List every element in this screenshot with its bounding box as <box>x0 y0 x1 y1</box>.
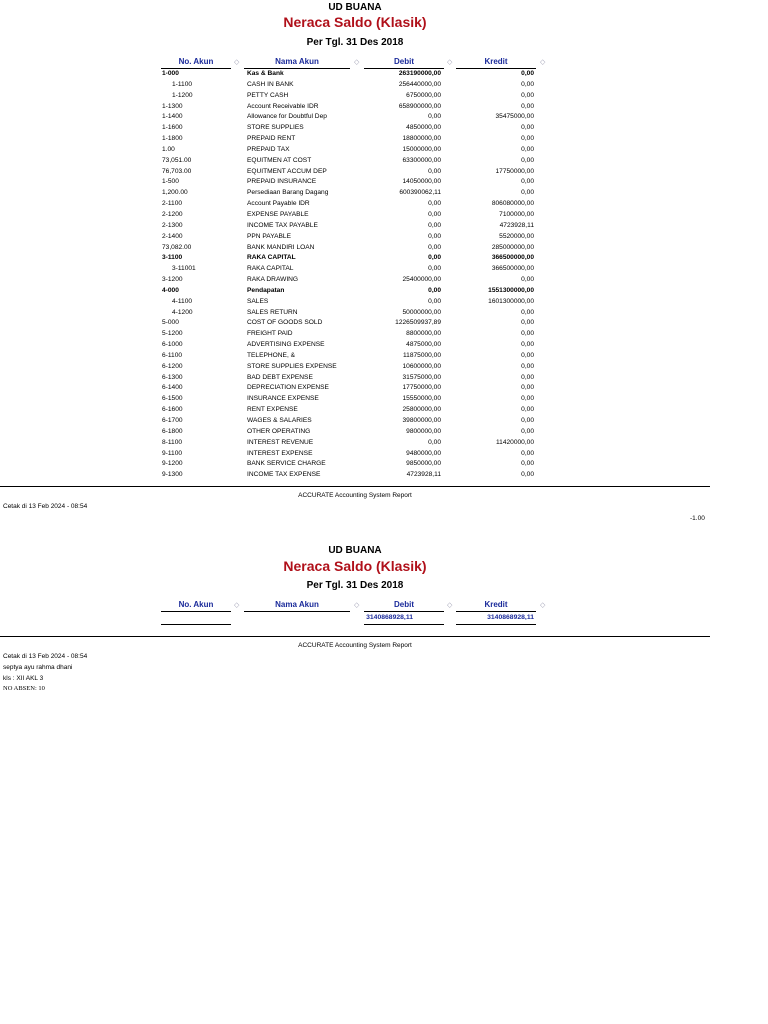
account-number: 6-1200 <box>162 362 183 370</box>
debit-value: 39800000,00 <box>402 417 441 424</box>
debit-value: 9800000,00 <box>406 427 441 435</box>
table-row[interactable] <box>0 297 768 308</box>
debit-value: 25800000,00 <box>402 406 441 414</box>
kredit-value: 0,00 <box>521 460 534 468</box>
kredit-value: 1601300000,00 <box>488 297 534 305</box>
account-number: 8-1100 <box>162 438 183 446</box>
kredit-value: 0,00 <box>521 178 534 186</box>
table-row[interactable] <box>0 470 768 481</box>
sort-diamond-icon[interactable]: ◇ <box>540 602 546 609</box>
table-row[interactable] <box>0 275 768 286</box>
debit-value: 50000000,00 <box>402 308 441 316</box>
table-row[interactable] <box>0 91 768 102</box>
account-name: DEPRECIATION EXPENSE <box>247 384 329 392</box>
print-timestamp: Cetak di 13 Feb 2024 - 08:54 <box>3 503 88 510</box>
account-name: PETTY CASH <box>247 91 289 99</box>
kredit-value: 366500000,00 <box>491 265 534 273</box>
account-name: PREPAID TAX <box>247 145 290 153</box>
table-row[interactable] <box>0 156 768 167</box>
account-number: 73,051.00 <box>162 156 192 164</box>
table-row[interactable] <box>0 102 768 113</box>
account-number: 6-1400 <box>162 384 183 392</box>
kredit-value: 0,00 <box>521 406 534 414</box>
account-number: 1-500 <box>162 178 179 186</box>
table-row[interactable] <box>0 394 768 405</box>
account-number: 76,703.00 <box>162 167 192 175</box>
table-row[interactable] <box>0 449 768 460</box>
account-number: 2-1200 <box>162 210 183 218</box>
account-number: 6-1500 <box>162 395 183 403</box>
sort-diamond-icon[interactable]: ◇ <box>234 602 240 609</box>
account-number: 1-1300 <box>162 102 183 110</box>
account-number: 6-1700 <box>162 417 183 424</box>
kredit-value: 0,00 <box>521 135 534 143</box>
kredit-value: 0,00 <box>521 189 534 197</box>
account-number: 73,082.00 <box>162 243 192 251</box>
kredit-value: 0,00 <box>521 102 534 110</box>
table-row[interactable] <box>0 264 768 275</box>
account-name: Kas & Bank <box>247 70 284 77</box>
debit-value: 25400000,00 <box>402 276 441 284</box>
kredit-value: 17750000,00 <box>495 167 534 175</box>
debit-value: 1226509937,89 <box>395 319 441 327</box>
account-number: 4-000 <box>162 286 179 294</box>
account-name: BAD DEBT EXPENSE <box>247 373 313 381</box>
kredit-value: 0,00 <box>521 351 534 359</box>
debit-value: 10600000,00 <box>402 362 441 370</box>
debit-value: 0,00 <box>428 243 441 251</box>
debit-value: 4875000,00 <box>406 341 441 349</box>
page-number: -1.00 <box>690 515 705 522</box>
debit-value: 6750000,00 <box>406 91 441 99</box>
kredit-value: 0,00 <box>521 395 534 403</box>
table-row[interactable] <box>0 427 768 438</box>
table-row[interactable] <box>0 383 768 394</box>
page-divider <box>0 636 710 637</box>
totals-underline <box>364 624 444 625</box>
account-number: 9-1200 <box>162 460 183 468</box>
table-row[interactable] <box>0 112 768 123</box>
account-name: ADVERTISING EXPENSE <box>247 341 325 349</box>
report-period: Per Tgl. 31 Des 2018 <box>306 37 404 48</box>
account-name: PREPAID INSURANCE <box>247 178 317 186</box>
debit-value: 9480000,00 <box>406 449 441 457</box>
column-header-kredit[interactable]: Kredit <box>456 600 536 612</box>
kredit-value: 7100000,00 <box>499 210 534 218</box>
table-row[interactable] <box>0 80 768 91</box>
debit-value: 63300000,00 <box>402 156 441 164</box>
account-number: 1-1800 <box>162 135 183 143</box>
debit-value: 0,00 <box>428 221 441 229</box>
account-number: 1-000 <box>162 70 179 77</box>
debit-value: 11875000,00 <box>402 351 441 359</box>
table-row[interactable] <box>0 362 768 373</box>
account-number: 1,200.00 <box>162 189 188 197</box>
account-name: INCOME TAX PAYABLE <box>247 221 318 229</box>
kredit-value: 0,00 <box>521 124 534 132</box>
account-name: EQUITMENT ACCUM DEP <box>247 167 327 175</box>
debit-value: 0,00 <box>428 265 441 273</box>
account-number: 6-1300 <box>162 373 183 381</box>
account-name: Allowance for Doubtful Dep <box>247 113 327 121</box>
account-number: 1-1400 <box>162 113 183 121</box>
column-header-debit[interactable]: Debit <box>364 57 444 69</box>
kredit-value: 0,00 <box>521 145 534 153</box>
sort-diamond-icon[interactable]: ◇ <box>447 602 453 609</box>
account-number: 5-000 <box>162 319 179 327</box>
table-row[interactable] <box>0 177 768 188</box>
account-number: 1-1600 <box>162 124 183 132</box>
table-row[interactable] <box>0 243 768 254</box>
account-name: INTEREST REVENUE <box>247 438 314 446</box>
table-row[interactable] <box>0 373 768 384</box>
table-row[interactable] <box>0 123 768 134</box>
account-number: 3-1200 <box>162 276 183 284</box>
debit-value: 4723928,11 <box>406 471 441 479</box>
debit-value: 256440000,00 <box>398 80 441 88</box>
kredit-value: 366500000,00 <box>491 254 534 262</box>
kredit-value: 0,00 <box>521 449 534 457</box>
kredit-value: 0,00 <box>521 373 534 381</box>
table-row[interactable] <box>0 134 768 145</box>
kredit-value: 4723928,11 <box>499 221 534 229</box>
account-number: 2-1400 <box>162 232 183 240</box>
report-footer: ACCURATE Accounting System Report <box>298 492 412 499</box>
account-number: 9-1100 <box>162 449 183 457</box>
totals-underline <box>161 624 231 625</box>
kredit-value: 11420000,00 <box>495 438 534 446</box>
debit-value: 0,00 <box>428 210 441 218</box>
account-name: Persediaan Barang Dagang <box>247 189 329 197</box>
table-row[interactable] <box>0 253 768 264</box>
debit-value: 4850000,00 <box>406 124 441 132</box>
column-header-no-akun[interactable]: No. Akun <box>161 600 231 612</box>
account-name: WAGES & SALARIES <box>247 417 312 424</box>
account-name: RAKA CAPITAL <box>247 265 294 273</box>
account-number: 9-1300 <box>162 471 183 479</box>
sort-diamond-icon[interactable]: ◇ <box>234 59 240 66</box>
account-name: STORE SUPPLIES <box>247 124 304 132</box>
debit-value: 15000000,00 <box>402 145 441 153</box>
account-name: BANK SERVICE CHARGE <box>247 460 326 468</box>
table-row[interactable] <box>0 340 768 351</box>
debit-value: 14050000,00 <box>402 178 441 186</box>
table-row[interactable] <box>0 416 768 427</box>
account-number: 4-1200 <box>172 308 193 316</box>
student-class: kls : XII AKL 3 <box>3 675 44 682</box>
print-timestamp: Cetak di 13 Feb 2024 - 08:54 <box>3 653 88 660</box>
sort-diamond-icon[interactable]: ◇ <box>354 59 360 66</box>
account-name: FREIGHT PAID <box>247 330 293 338</box>
account-name: RENT EXPENSE <box>247 406 298 414</box>
sort-diamond-icon[interactable]: ◇ <box>354 602 360 609</box>
kredit-value: 806080000,00 <box>491 200 534 208</box>
debit-value: 0,00 <box>428 200 441 208</box>
table-row[interactable] <box>0 329 768 340</box>
account-name: SALES RETURN <box>247 308 298 316</box>
table-row[interactable] <box>0 405 768 416</box>
debit-value: 0,00 <box>428 286 441 294</box>
kredit-value: 0,00 <box>521 417 534 424</box>
account-name: Pendapatan <box>247 286 285 294</box>
kredit-value: 1551300000,00 <box>488 286 534 294</box>
debit-value: 600390062,11 <box>399 189 441 197</box>
debit-value: 15550000,00 <box>402 395 441 403</box>
kredit-value: 0,00 <box>521 70 534 77</box>
account-name: TELEPHONE, & <box>247 351 296 359</box>
kredit-value: 0,00 <box>521 471 534 479</box>
table-row[interactable] <box>0 69 768 80</box>
report-footer: ACCURATE Accounting System Report <box>298 642 412 649</box>
total-debit: 3140868928,11 <box>366 614 413 621</box>
account-name: Account Payable IDR <box>247 200 310 208</box>
debit-value: 31575000,00 <box>402 373 441 381</box>
kredit-value: 0,00 <box>521 427 534 435</box>
column-header-nama-akun[interactable]: Nama Akun <box>244 600 350 612</box>
account-name: COST OF GOODS SOLD <box>247 319 323 327</box>
report-period: Per Tgl. 31 Des 2018 <box>306 580 404 591</box>
debit-value: 18800000,00 <box>402 135 441 143</box>
account-name: STORE SUPPLIES EXPENSE <box>247 362 337 370</box>
sort-diamond-icon[interactable]: ◇ <box>447 59 453 66</box>
debit-value: 9850000,00 <box>406 460 441 468</box>
kredit-value: 0,00 <box>521 330 534 338</box>
debit-value: 8800000,00 <box>406 330 441 338</box>
account-number: 2-1100 <box>162 200 183 208</box>
account-number: 6-1100 <box>162 351 183 359</box>
column-header-nama-akun[interactable]: Nama Akun <box>244 57 350 69</box>
student-absen: NO ABSEN: 10 <box>3 685 45 692</box>
account-name: INCOME TAX EXPENSE <box>247 471 321 479</box>
debit-value: 0,00 <box>428 297 441 305</box>
account-number: 1.00 <box>162 145 175 153</box>
trial-balance-table <box>0 69 768 481</box>
account-number: 5-1200 <box>162 330 183 338</box>
table-row[interactable] <box>0 351 768 362</box>
account-name: EQUITMEN AT COST <box>247 156 312 164</box>
kredit-value: 0,00 <box>521 362 534 370</box>
table-row[interactable] <box>0 167 768 178</box>
debit-value: 658900000,00 <box>398 102 441 110</box>
kredit-value: 0,00 <box>521 80 534 88</box>
account-name: PREPAID RENT <box>247 135 296 143</box>
kredit-value: 0,00 <box>521 319 534 327</box>
debit-value: 263190000,00 <box>398 70 441 77</box>
kredit-value: 0,00 <box>521 91 534 99</box>
account-name: EXPENSE PAYABLE <box>247 210 309 218</box>
column-header-kredit[interactable]: Kredit <box>456 57 536 69</box>
table-row[interactable] <box>0 199 768 210</box>
kredit-value: 0,00 <box>521 276 534 284</box>
sort-diamond-icon[interactable]: ◇ <box>540 59 546 66</box>
account-number: 3-1100 <box>162 254 183 262</box>
table-row[interactable] <box>0 210 768 221</box>
kredit-value: 0,00 <box>521 156 534 164</box>
kredit-value: 0,00 <box>521 308 534 316</box>
account-name: CASH IN BANK <box>247 80 294 88</box>
report-title: Neraca Saldo (Klasik) <box>283 14 427 30</box>
account-name: OTHER OPERATING <box>247 427 311 435</box>
account-number: 1-1100 <box>172 80 193 88</box>
totals-underline <box>456 624 536 625</box>
table-row[interactable] <box>0 221 768 232</box>
account-number: 3-11001 <box>172 265 196 273</box>
account-number: 6-1600 <box>162 406 183 414</box>
account-name: BANK MANDIRI LOAN <box>247 243 315 251</box>
kredit-value: 0,00 <box>521 341 534 349</box>
table-row[interactable] <box>0 459 768 470</box>
account-name: RAKA DRAWING <box>247 276 299 284</box>
table-row[interactable] <box>0 145 768 156</box>
debit-value: 0,00 <box>428 254 441 262</box>
debit-value: 0,00 <box>428 232 441 240</box>
account-name: Account Receivable IDR <box>247 102 319 110</box>
account-number: 4-1100 <box>172 297 193 305</box>
company-name: UD BUANA <box>328 545 382 556</box>
debit-value: 0,00 <box>428 438 441 446</box>
account-name: INSURANCE EXPENSE <box>247 395 319 403</box>
account-number: 6-1000 <box>162 341 183 349</box>
page-divider <box>0 486 710 487</box>
report-title: Neraca Saldo (Klasik) <box>283 558 427 574</box>
account-name: SALES <box>247 297 269 305</box>
column-header-no-akun[interactable]: No. Akun <box>161 57 231 69</box>
debit-value: 0,00 <box>428 113 441 121</box>
kredit-value: 285000000,00 <box>491 243 534 251</box>
kredit-value: 5520000,00 <box>499 232 534 240</box>
table-row[interactable] <box>0 318 768 329</box>
company-name: UD BUANA <box>328 2 382 13</box>
account-name: PPN PAYABLE <box>247 232 291 240</box>
account-number: 6-1800 <box>162 427 183 435</box>
debit-value: 17750000,00 <box>402 384 441 392</box>
account-number: 1-1200 <box>172 91 193 99</box>
table-row[interactable] <box>0 286 768 297</box>
column-header-debit[interactable]: Debit <box>364 600 444 612</box>
debit-value: 0,00 <box>428 167 441 175</box>
kredit-value: 35475000,00 <box>495 113 534 121</box>
table-row[interactable] <box>0 188 768 199</box>
table-row[interactable] <box>0 308 768 319</box>
total-kredit: 3140868928,11 <box>487 614 534 621</box>
kredit-value: 0,00 <box>521 384 534 392</box>
account-name: INTEREST EXPENSE <box>247 449 313 457</box>
account-name: RAKA CAPITAL <box>247 254 296 262</box>
table-row[interactable] <box>0 438 768 449</box>
table-row[interactable] <box>0 232 768 243</box>
student-name: septya ayu rahma dhani <box>3 664 73 671</box>
account-number: 2-1300 <box>162 221 183 229</box>
